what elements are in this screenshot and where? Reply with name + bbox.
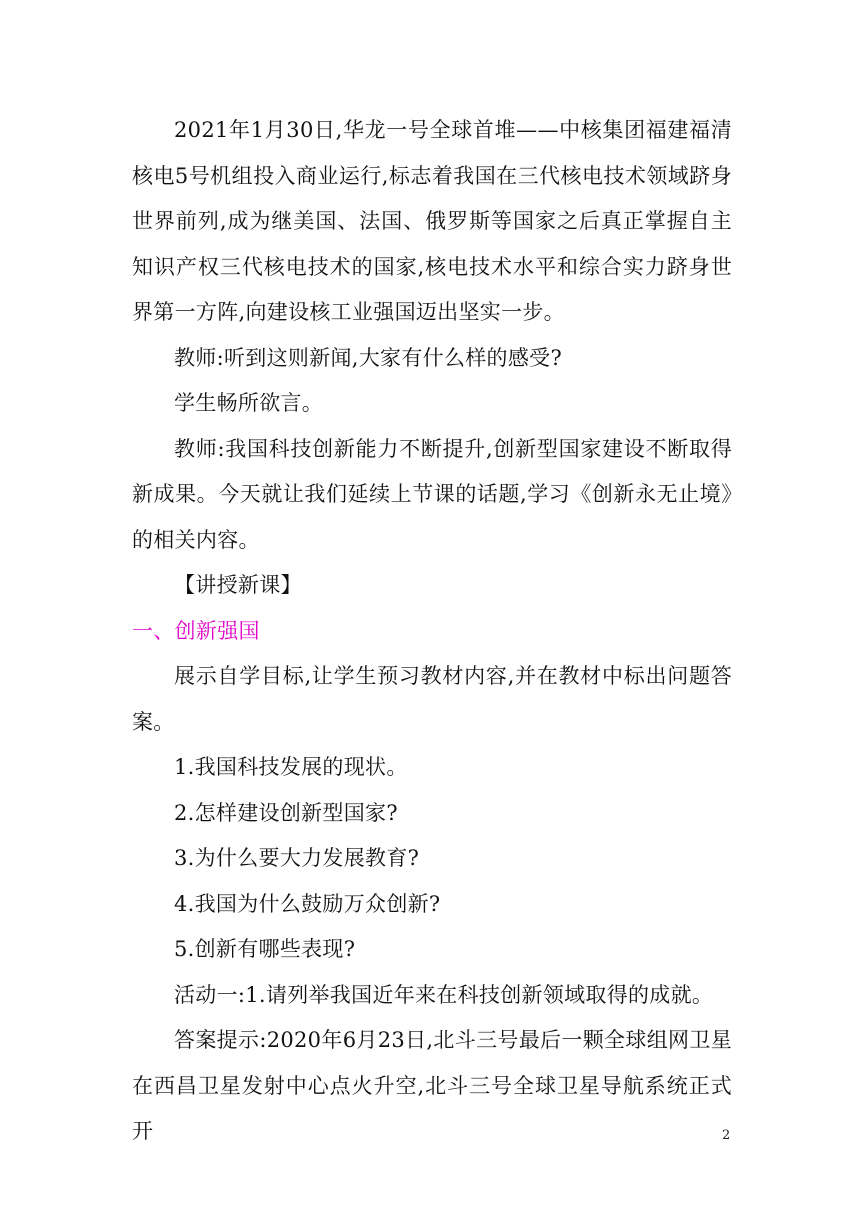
question-item-4: 4.我国为什么鼓励万众创新? xyxy=(174,891,441,916)
teacher-introduction: 教师:我国科技创新能力不断提升,创新型国家建设不断取得新成果。今天就让我们延续上节课的话题,学习《创新永无止境》的相关内容。 xyxy=(132,436,732,552)
self-study-goal: 展示自学目标,让学生预习教材内容,并在教材中标出问题答案。 xyxy=(132,664,732,734)
activity-one: 活动一:1.请列举我国近年来在科技创新领域取得的成就。 xyxy=(174,982,714,1007)
answer-hint: 答案提示:2020年6月23日,北斗三号最后一颗全球组网卫星在西昌卫星发射中心点火升空,北斗三号全球卫星导航系统正式开 xyxy=(132,1028,732,1143)
section-heading-innovation: 一、创新强国 xyxy=(132,618,260,643)
page-number: 2 xyxy=(722,1128,731,1143)
news-paragraph: 2021年1月30日,华龙一号全球首堆——中核集团福建福清核电5号机组投入商业运行,标志着我国在三代核电技术领域跻身世界前列,成为继美国、法国、俄罗斯等国家之后真正掌握自主知识产权三代核电技术的国家,核电技术水平和综合实力跻身世界第一方阵,向建设核工业强国迈出坚实一步。 xyxy=(132,118,732,324)
question-item-5: 5.创新有哪些表现? xyxy=(174,937,356,961)
document-body xyxy=(132,108,732,1155)
section-label-new-lesson: 【讲授新课】 xyxy=(174,573,302,597)
question-item-2: 2.怎样建设创新型国家? xyxy=(174,800,398,825)
question-item-3: 3.为什么要大力发展教育? xyxy=(174,846,420,870)
question-item-1: 1.我国科技发展的现状。 xyxy=(174,755,408,779)
teacher-question: 教师:听到这则新闻,大家有什么样的感受? xyxy=(174,345,563,370)
student-response: 学生畅所欲言。 xyxy=(174,391,324,415)
